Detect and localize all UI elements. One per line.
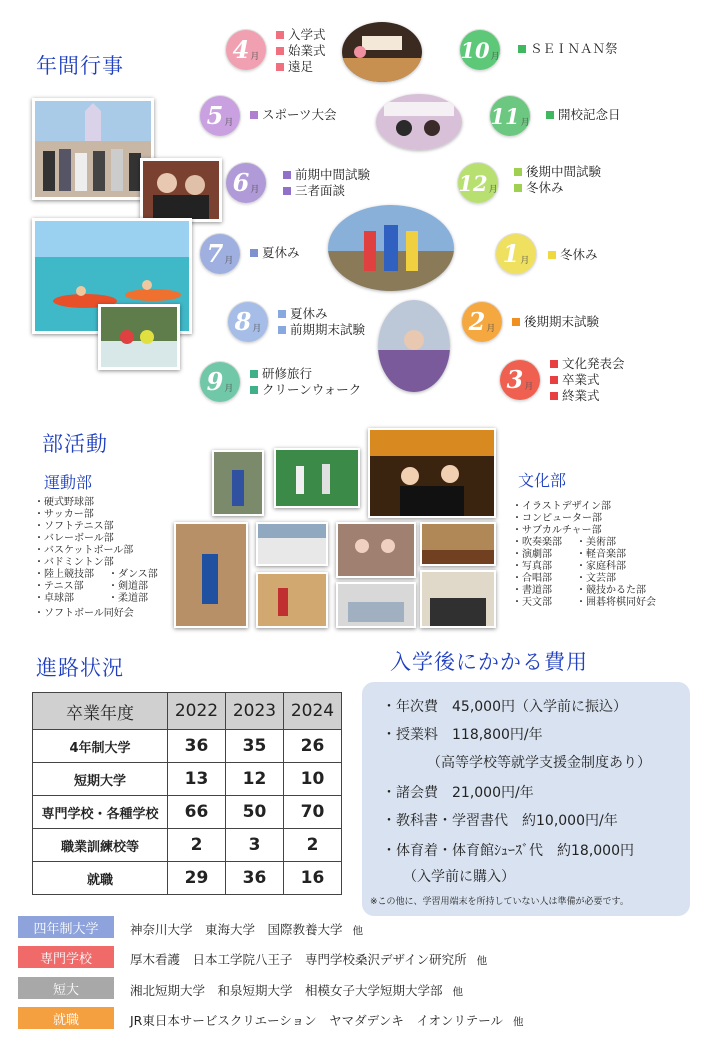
table-row: 短期大学 13 12 10 [33,763,342,796]
fee-note: ※この他に、学習用端末を所持していない人は準備が必要です。 [370,897,629,907]
fee-line: ・年次費 45,000円（入学前に振込） [382,699,627,715]
destination-label-university: 四年制大学 [18,916,114,938]
month-badge-september: 9 月 [200,362,240,402]
bullet-icon [283,171,291,179]
bullet-icon [546,111,554,119]
career-title: 進路状況 [36,656,124,680]
events-february: 後期期末試験 [512,314,599,330]
destination-label-vocational: 専門学校 [18,946,114,968]
bullet-icon [276,47,284,55]
club-photo-baseball [212,450,264,516]
month-badge-october: 10 月 [460,30,500,70]
bullet-icon [250,249,258,257]
column-header-year: 卒業年度 [33,693,168,730]
fee-line: ・体育着・体育館ｼｭｰｽﾞ代 約18,000円 [382,843,634,859]
bullet-icon [550,360,558,368]
event-photo-friends [140,158,222,222]
fee-line: ・授業料 118,800円/年 [382,727,543,743]
culture-clubs-title: 文化部 [518,471,567,490]
table-header-row [33,693,342,730]
table-row: 職業訓練校等 2 3 2 [33,829,342,862]
destination-label-junior-college: 短大 [18,977,114,999]
bullet-icon [250,370,258,378]
events-april: 入学式 始業式 遠足 [276,27,326,75]
month-badge-july: 7 月 [200,234,240,274]
column-header-2024: 2024 [284,693,342,730]
fee-line: （入学前に購入） [396,869,515,885]
club-photo-stage [420,522,496,566]
events-august: 夏休み 前期期末試験 [278,306,365,338]
destination-schools-junior-college: 湘北短期大学 和泉短期大学 相模女子大学短期大学部 他 [130,983,464,998]
bullet-icon [278,326,286,334]
bullet-icon [514,184,522,192]
sports-clubs-title: 運動部 [44,473,93,492]
events-july: 夏休み [250,245,300,261]
events-title: 年間行事 [36,54,124,78]
bullet-icon [512,318,520,326]
events-november: 開校記念日 [546,107,621,123]
bullet-icon [278,310,286,318]
month-badge-august: 8 月 [228,302,268,342]
month-badge-november: 11 月 [490,96,530,136]
fees-title: 入学後にかかる費用 [390,650,588,674]
club-photo-basketball [174,522,248,628]
events-may: スポーツ大会 [250,107,337,123]
month-badge-june: 6 月 [226,163,266,203]
event-photo-sports [328,205,454,291]
event-photo-amusement-park [32,98,154,200]
bullet-icon [550,392,558,400]
event-photo-festival [376,94,462,150]
events-january: 冬休み [548,247,598,263]
event-photo-rafting [98,304,180,370]
events-december: 後期中間試験 冬休み [514,164,601,196]
bullet-icon [276,63,284,71]
club-photo-chorus [336,522,416,578]
bullet-icon [283,187,291,195]
events-march: 文化発表会 卒業式 終業式 [550,356,625,404]
bullet-icon [250,386,258,394]
culture-club-list: ・イラストデザイン部 ・コンピューター部 ・サブカルチャー部 ・吹奏楽部 ・美術部 ・演劇部 ・軽音楽部 ・写真部 ・家庭科部 ・合唱部 ・文芸部 ・書道部 ・競技かるた部 ・天文部 ・囲碁将棋同好会 [512,501,656,608]
destination-label-employment: 就職 [18,1007,114,1029]
event-photo-ceremony [342,22,422,82]
column-header-2022: 2022 [168,693,226,730]
bullet-icon [276,31,284,39]
bullet-icon [550,376,558,384]
month-badge-may: 5 月 [200,96,240,136]
event-photo-performance [378,300,450,392]
career-table [32,692,342,895]
club-photo-band [368,428,496,518]
events-october: ＳＥＩＮＡＮ祭 [518,41,618,57]
month-badge-march: 3 月 [500,360,540,400]
destination-schools-vocational: 厚木看護 日本工学院八王子 専門学校桑沢デザイン研究所 他 [130,952,488,967]
bullet-icon [514,168,522,176]
month-badge-january: 1 月 [496,234,536,274]
month-badge-april: 4 月 [226,30,266,70]
table-row: 就職 29 36 16 [33,862,342,895]
sports-club-list: ・硬式野球部 ・サッカー部 ・ソフトテニス部 ・バレーボール部 ・バスケットボール部 ・バドミントン部 ・陸上競技部 ・ダンス部 ・テニス部 ・剣道部 ・卓球部 ・柔道部 ・ソフトボール同好会 [34,497,158,619]
fee-line: （高等学校等就学支援金制度あり） [420,755,651,771]
club-photo-group [420,570,496,628]
bullet-icon [250,111,258,119]
month-badge-december: 12 月 [458,163,498,203]
club-photo-team [256,522,328,566]
column-header-2023: 2023 [226,693,284,730]
month-badge-february: 2 月 [462,302,502,342]
table-row: 専門学校・各種学校 66 50 70 [33,796,342,829]
club-photo-volleyball [256,572,328,628]
fees-box [362,682,690,916]
fee-line: ・教科書・学習書代 約10,000円/年 [382,813,618,829]
club-photo-class [336,582,416,628]
table-row: 4年制大学 36 35 26 [33,730,342,763]
bullet-icon [548,251,556,259]
club-photo-soccer [274,448,360,508]
events-june: 前期中間試験 三者面談 [283,167,370,199]
bullet-icon [518,45,526,53]
clubs-title: 部活動 [42,432,108,456]
events-september: 研修旅行 クリーンウォーク [250,366,361,398]
fee-line: ・諸会費 21,000円/年 [382,785,534,801]
destination-schools-university: 神奈川大学 東海大学 国際教養大学 他 [130,922,364,937]
destination-companies-employment: JR東日本サービスクリエーション ヤマダデンキ イオンリテール 他 [130,1013,524,1028]
